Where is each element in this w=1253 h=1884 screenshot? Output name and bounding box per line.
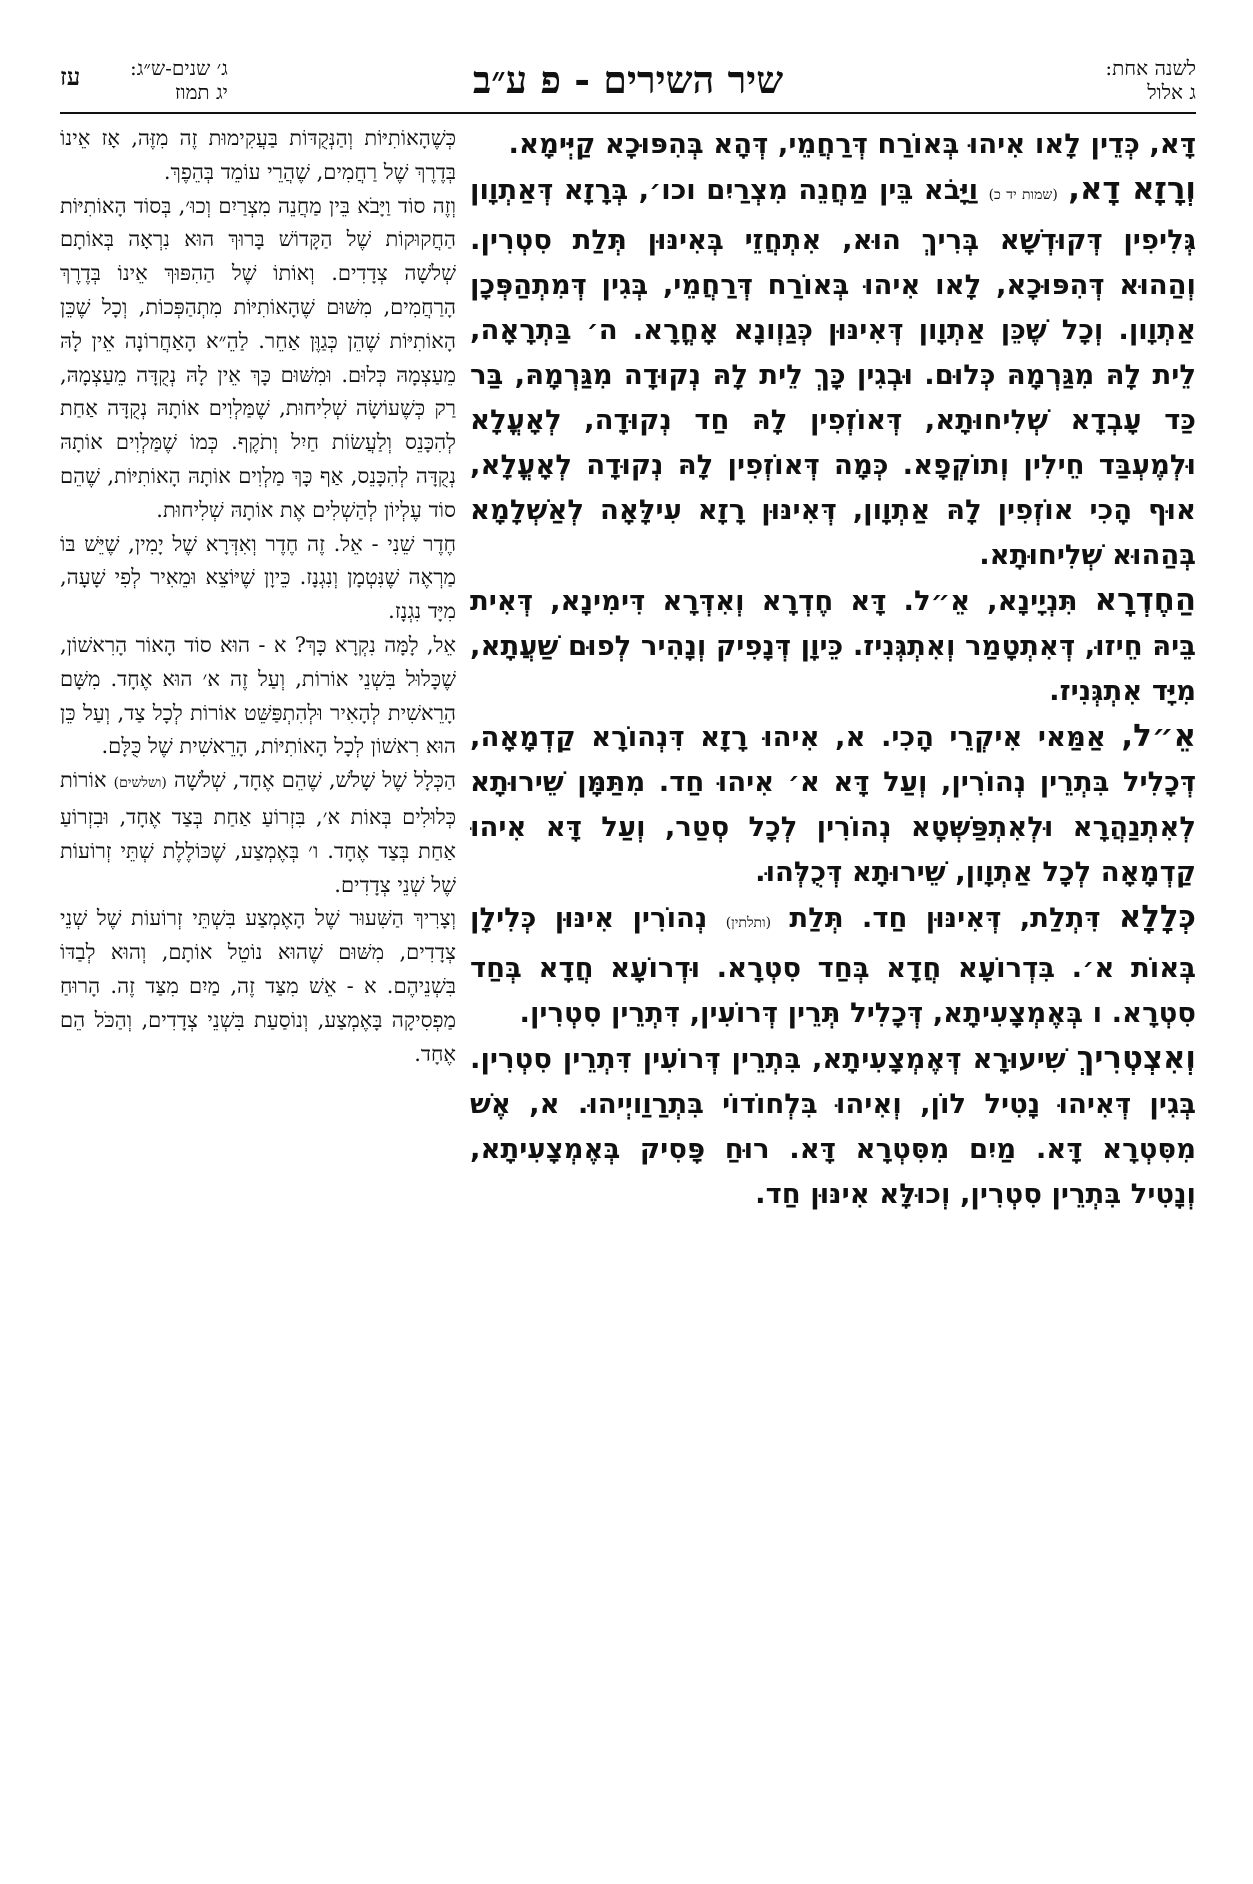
paragraph-body: וַיָּבֹא בֵּין מַחֲנֵה מִצְרַיִם וכו׳, בְּרָזָא דְּאַתְוָון גְּלִיפִין דְּקוּדְשָׁא בְּרִיךְ הוּא, אִתְחֲזֵי בְּאִינּוּן תְּלַת סִטְרִין. וְהַהוּא דְּהִפּוּכָא, לָאו אִיהוּ בְּאוֹרַח דְּרַחֲמֵי, בְּגִין דְּמִתְהַפְּכָן אַתְוָון. וְכָל שֶׁכֵּן אַתְוָון דְּאִינּוּן כְּגַוְונָא אָחֳרָא. ה׳ בַּתְרָאָה, לֵית לָהּ מִגַּרְמָהּ כְּלוּם. וּבְגִין כָּךְ לֵית לָהּ נְקוּדָה מִגַּרְמָהּ, בַּר כַּד עָבְדָא שְׁלִיחוּתָא, דְּאוֹזְפִין לָהּ חַד נְקוּדָה, לְאָעֳלָא וּלְמֶעְבַּד חֵילִין וְתוֹקְפָא. כְּמָה דְּאוֹזְפִין לָהּ נְקוּדָה לְאָעֳלָא, אוּף הָכִי אוֹזְפִין לָהּ אַתְוָון, דְּאִינּוּן רָזָא עִילָּאָה לְאַשְׁלָמָא בְּהַהוּא שְׁלִיחוּתָא. xyxy=(470,174,1196,571)
reading-schedule-three-year xyxy=(130,56,228,104)
paragraph: דָּא, כְּדֵין לָאו אִיהוּ בְּאוֹרַח דְּרַחֲמֵי, דְּהָא בְּהִפּוּכָא קַיְּימָא. xyxy=(508,128,1196,160)
schedule-label: לשנה אחת: xyxy=(1105,56,1196,80)
hebrew-translation-column xyxy=(60,122,456,1862)
paragraph-lead-word: וְאִצְטְרִיךְ xyxy=(1076,1040,1196,1076)
paragraph: וְזֶה סוֹד וַיָּבֹא בֵּין מַחֲנֵה מִצְרַיִם וְכוּ׳, בְּסוֹד הָאוֹתִיּוֹת הַחֲקוּקוֹת שֶׁל הַקָּדוֹשׁ בָּרוּךְ הוּא נִרְאָה בְּאוֹתָם שְׁלֹשָׁה צְדָדִים. וְאוֹתוֹ שֶׁל הַהִפּוּךְ אֵינוֹ בְּדֶרֶךְ הָרַחֲמִים, מִשּׁוּם שֶׁהָאוֹתִיּוֹת מִתְהַפְּכוֹת, וְכָל שֶׁכֵּן הָאוֹתִיּוֹת שֶׁהֵן כְּגַוֶּן אַחֵר. לַהֵ״א הָאַחֲרוֹנָה אֵין לָהּ מֵעַצְמָהּ כְּלוּם. וּמִשּׁוּם כָּךְ אֵין לָהּ נְקֻדָּה מֵעַצְמָהּ, רַק כְּשֶׁעוֹשָׂה שְׁלִיחוּת, שֶׁמַּלְוִים אוֹתָהּ נְקֻדָּה אַחַת לְהִכָּנֵס וְלַעֲשׂוֹת חַיִל וְתֹקֶף. כְּמוֹ שֶׁמַּלְוִים אוֹתָהּ נְקֻדָּה לְהִכָּנֵס, אַף כָּךְ מַלְוִים אוֹתָהּ הָאוֹתִיּוֹת, שֶׁהֵם סוֹד עֶלְיוֹן לְהַשְׁלִים אֶת אוֹתָהּ שְׁלִיחוּת. xyxy=(60,193,456,522)
paragraph-body: דִּתְלַת, דְּאִינּוּן חַד. תְּלַת xyxy=(789,902,1101,934)
paragraph-lead-word: כְּלָלָא xyxy=(1118,899,1196,935)
paragraph xyxy=(60,764,456,902)
paragraph: חֶדֶר שֵׁנִי - אֵל. זֶה חֶדֶר וְאִדְּרָא שֶׁל יָמִין, שֶׁיֵּשׁ בּוֹ מַרְאֶה שֶׁנִּטְמָן וְנִגְנָז. כֵּיוָן שֶׁיּוֹצֵא וּמֵאִיר לְפִי שָׁעָה, מִיָּד נִגְנָז. xyxy=(60,531,456,624)
paragraph xyxy=(470,714,1196,895)
paragraph-body: נְהוֹרִין אִינּוּן כְּלִילָן בְּאוֹת א׳. בִּדְרוֹעָא חֲדָא בְּחַד סִטְרָא. וּדְרוֹעָא חֲדָא בְּחַד סִטְרָא. ו בְּאֶמְצָעִיתָא, דְּכָלִיל תְּרֵין דְּרוֹעִין, דִּתְרֵין סִטְרִין. xyxy=(470,902,1196,1029)
page-title: שיר השירים - פ ע״ב xyxy=(472,57,784,102)
schedule-date: ג אלול xyxy=(1147,80,1196,104)
header-divider xyxy=(60,112,1196,114)
paragraph-lead-word: וְרָזָא דָא, xyxy=(1068,171,1196,207)
paragraph xyxy=(470,895,1196,1036)
paragraph-body: הַכְּלָל שֶׁל שָׁלֹשׁ, שֶׁהֵם אֶחָד, שְׁלֹשָׁה xyxy=(174,768,456,793)
paragraph xyxy=(470,578,1196,714)
paragraph-lead-word: הַחֶדְרָא xyxy=(1094,582,1196,618)
schedule-label: ג׳ שנים-ש״ג: xyxy=(130,56,228,80)
aramaic-main-column xyxy=(470,122,1196,1862)
paragraph: כְּשֶׁהָאוֹתִיּוֹת וְהַנְּקֻדּוֹת בַּעֲקִימוּת זֶה מִזֶּה, אָז אֵינוֹ בְּדֶרֶךְ שֶׁל רַחֲמִים, שֶׁהֲרֵי עוֹמֵד בְּהֵפֶךְ. xyxy=(60,126,456,184)
source-reference: (שמות יד כ) xyxy=(988,187,1058,203)
schedule-date: יג תמוז xyxy=(174,80,228,104)
paragraph xyxy=(470,167,1196,578)
page-header xyxy=(60,56,1196,108)
variant-note: (ושלשים) xyxy=(113,775,167,792)
paragraph xyxy=(470,1036,1196,1217)
paragraph-lead-word: אֵ״ל, xyxy=(1121,718,1196,754)
variant-note: (ותלתין) xyxy=(725,915,772,931)
paragraph-body: אַמַּאי אִיקְרֵי הָכִי. א, אִיהוּ רָזָא דִּנְהוֹרָא קַדְמָאָה, דְּכָלִיל בִּתְרֵין נְהוֹרִין, וְעַל דָּא א׳ אִיהוּ חַד. מִתַּמָּן שֵׁירוּתָא לְאִתְנַהֲרָא וּלְאִתְפַּשְּׁטָא נְהוֹרִין לְכָל סְטַר, וְעַל דָּא אִיהוּ קַדְמָאָה לְכָל אַתְוָון, שֵׁירוּתָא דְּכֻלְּהוּ. xyxy=(470,721,1196,888)
page-number: עז xyxy=(60,62,81,91)
paragraph-body: שִׁיעוּרָא דְּאֶמְצָעִיתָא, בִּתְרֵין דְּרוֹעִין דִּתְרֵין סִטְרִין. בְּגִין דְּאִיהוּ נָטִיל לוֹן, וְאִיהוּ בִּלְחוֹדוֹי בִּתְרַוַויְיהוּ. א, אֶשׁ מִסִּטְרָא דָּא. מַיִם מִסִּטְרָא דָּא. רוּחַ פָּסִיק בְּאֶמְצָעִיתָא, וְנָטִיל בִּתְרֵין סִטְרִין, וְכוּלָּא אִינּוּן חַד. xyxy=(470,1043,1196,1210)
paragraph-body: תִּנְיָינָא, אֵ״ל. דָּא חֶדְרָא וְאִדְּרָא דִּימִינָא, דְּאִית בֵּיהּ חֵיזוּ, דְּאִתְטָמַר וְאִתְגְּנִיז. כֵּיוָן דְּנָפִיק וְנָהִיר לְפוּם שַׁעֲתָא, מִיָּד אִתְגְּנִיז. xyxy=(470,585,1196,707)
paragraph-body: אוֹרוֹת כְּלוּלִים בְּאוֹת א׳, בִּזְרוֹעַ אַחַת בְּצַד אֶחָד, וּבִזְרוֹעַ אַחַת בְּצַד אֶחָד. ו׳ בְּאֶמְצַע, שֶׁכּוֹלֶלֶת שְׁתֵּי זְרוֹעוֹת שֶׁל שְׁנֵי צְדָדִים. xyxy=(60,768,456,897)
paragraph: וְצָרִיךְ הַשִּׁעוּר שֶׁל הָאֶמְצַע בִּשְׁתֵּי זְרוֹעוֹת שֶׁל שְׁנֵי צְדָדִים, מִשּׁוּם שֶׁהוּא נוֹטֵל אוֹתָם, וְהוּא לְבַדּוֹ בִּשְׁנֵיהֶם. א - אֵשׁ מִצַּד זֶה, מַיִם מִצַּד זֶה. הָרוּחַ מַפְסִיקָה בָּאֶמְצַע, וְנוֹסַעַת בִּשְׁנֵי צְדָדִים, וְהַכֹּל הֵם אֶחָד. xyxy=(60,906,456,1066)
paragraph: אֵל, לָמָּה נִקְרָא כָּךְ? א - הוּא סוֹד הָאוֹר הָרִאשׁוֹן, שֶׁכָּלוּל בִּשְׁנֵי אוֹרוֹת, וְעַל זֶה א׳ הוּא אֶחָד. מִשָּׁם הָרֵאשִׁית לְהָאִיר וּלְהִתְפַּשֵּׁט אוֹרוֹת לְכָל צַד, וְעַל כֵּן הוּא רִאשׁוֹן לְכָל הָאוֹתִיּוֹת, הָרֵאשִׁית שֶׁל כֻּלָּם. xyxy=(60,632,456,759)
